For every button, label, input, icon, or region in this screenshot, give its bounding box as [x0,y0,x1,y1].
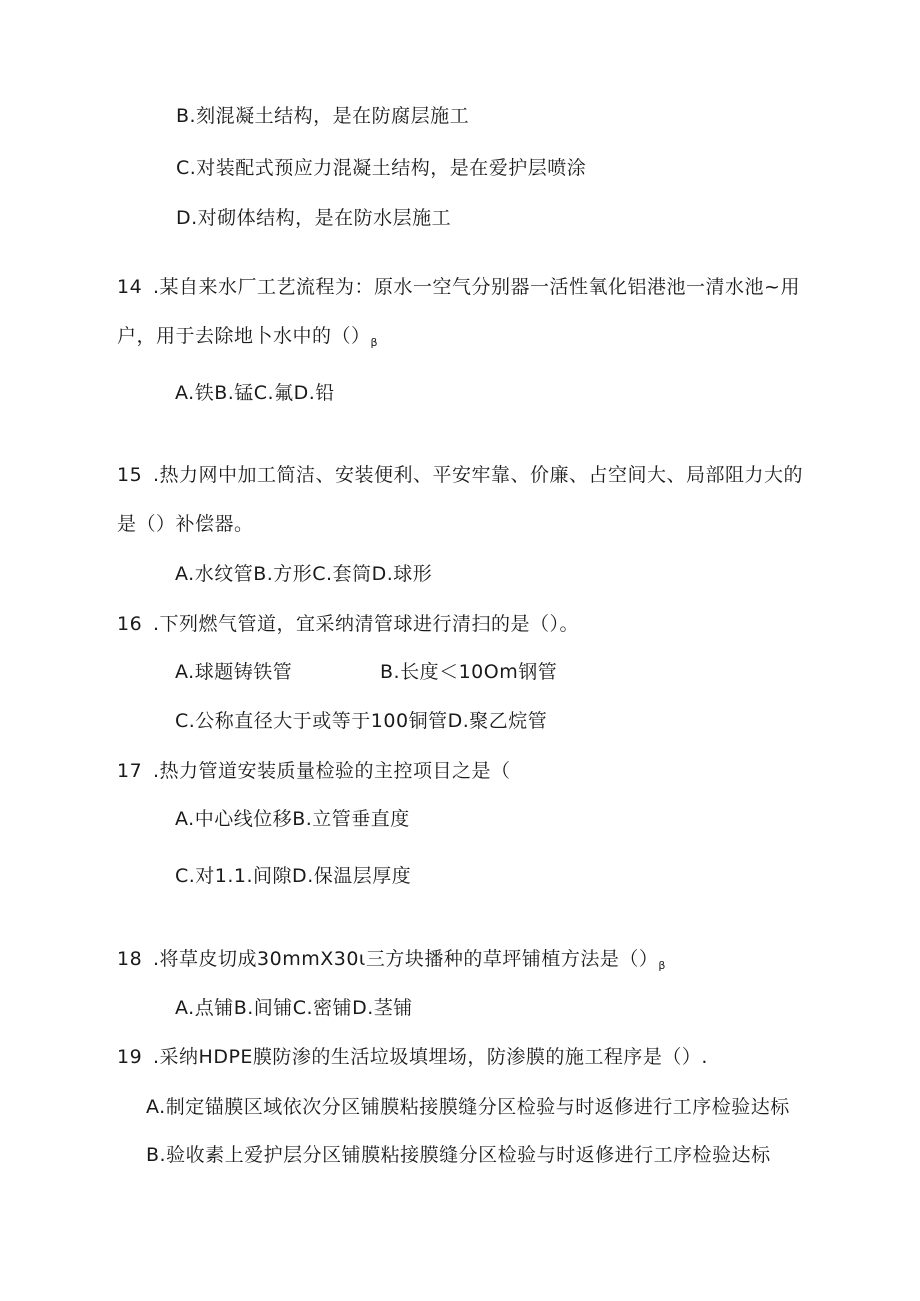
q15-number: 15 [117,464,143,486]
q15-line1 [117,462,803,488]
q17-number: 17 [117,760,143,782]
q15-line2: 是（）补偿器。 [117,513,254,535]
q13-option-b: B.刻混凝土结构，是在防腐层施工 [176,105,470,127]
q17-text: .热力管道安装质量检验的主控项目之是（ [153,760,511,782]
q19-option-b: B.验收素上爱护层分区铺膜粘接膜缝分区检验与时返修进行工序检验达标 [146,1144,771,1166]
q18-number: 18 [117,948,143,970]
q18-mark: β [658,959,666,972]
q17-line [117,758,511,784]
q19-number: 19 [117,1046,143,1068]
q14-text-line1: .某自来水厂工艺流程为：原水一空气分别器一活性氧化铝港池一清水池~用 [153,276,800,298]
q14-options: A.铁B.锰C.氟D.铅 [175,382,335,404]
q14-line2 [117,323,378,356]
q15-options: A.水纹管B.方形C.套筒D.球形 [175,563,433,585]
q18-text: .将草皮切成30mmX30ι三方块播种的草坪铺植方法是（） [153,948,659,970]
q14-mark: β [370,336,379,349]
q13-option-c: C.对装配式预应力混凝土结构，是在爱护层喷涂 [176,157,587,179]
q17-option-ab: A.中心线位移B.立管垂直度 [175,808,410,830]
q16-option-cd: C.公称直径大于或等于100铜管D.聚乙烷管 [175,710,548,732]
q18-line [117,946,666,979]
q14-text-line2: 户，用于去除地卜水中的（） [117,325,371,347]
q16-number: 16 [117,613,143,635]
q19-option-a: A.制定锚膜区域依次分区铺膜粘接膜缝分区检验与时返修进行工序检验达标 [146,1096,790,1118]
q14-line1 [117,274,800,300]
q19-text: .采纳HDPE膜防渗的生活垃圾填埋场，防渗膜的施工程序是（）. [153,1046,708,1068]
q16-option-a: A.球题铸铁管 [175,661,293,683]
q14-number: 14 [117,276,143,298]
q17-option-cd: C.对1.1.间隙D.保温层厚度 [175,865,412,887]
q19-line [117,1044,708,1070]
q13-option-d: D.对砌体结构，是在防水层施工 [176,207,452,229]
q18-options: A.点铺B.间铺C.密铺D.茎铺 [175,997,413,1019]
q16-option-b: B.长度＜10Om钢管 [380,661,558,683]
q16-text: .下列燃气管道，宜采纳清管球进行清扫的是（）。 [153,613,580,635]
q15-text-line1: .热力网中加工简洁、安装便利、平安牢靠、价廉、占空间大、局部阻力大的 [153,464,804,486]
q16-line [117,611,579,637]
